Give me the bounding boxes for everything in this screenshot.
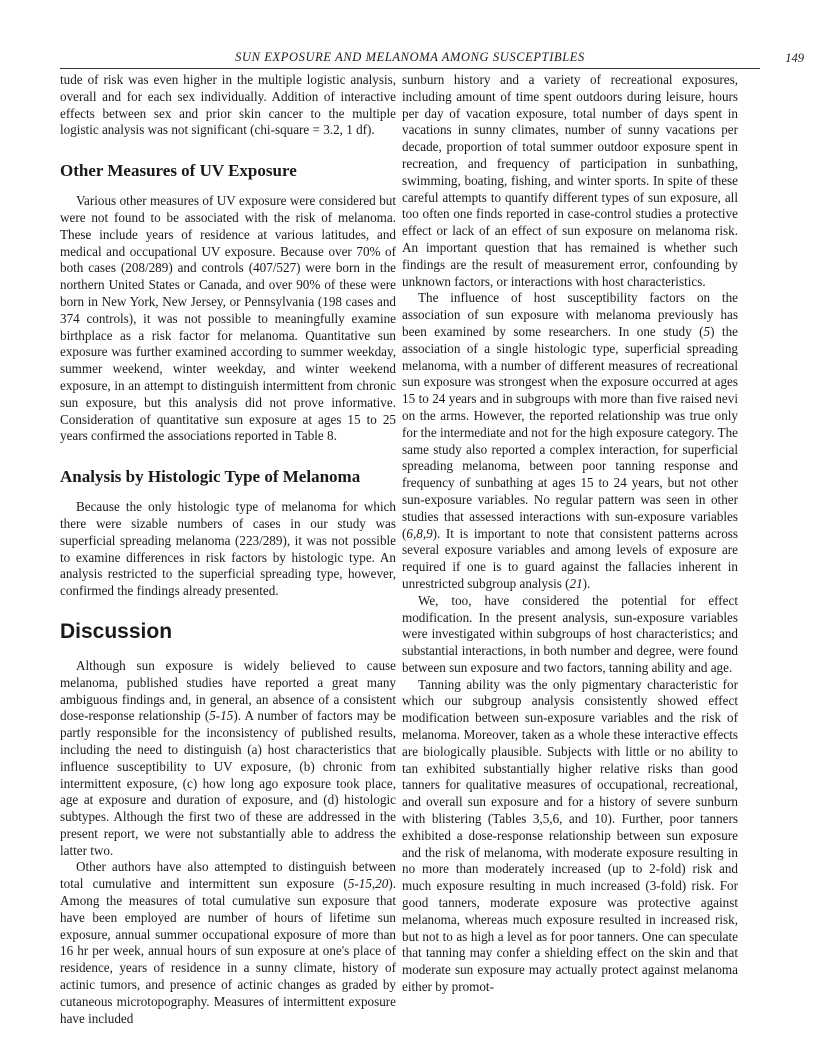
paragraph-effect-modification: We, too, have considered the potential for effect modification. In the present analysis, sun-exposure variables were investigated within subgroups of host characteristics; and substantial interactions, in both number and degree, were found between sun exposure and two factors, tanning ability and age. (402, 592, 738, 675)
running-title: SUN EXPOSURE AND MELANOMA AMONG SUSCEPTIBLES (235, 50, 585, 64)
heading-histologic-type: Analysis by Histologic Type of Melanoma (60, 467, 361, 487)
text-segment: ). (582, 575, 591, 591)
text-segment: Other authors have also attempted to distinguish between total cumulative and intermittent sun exposure ( (60, 859, 396, 892)
text-segment: ) the association of a single histologic type, superficial spreading melanoma, with a number of different measures of recreational sun exposure was strongest when the exposure occurred at ages 15 to 24 years and in subgroups with more than five raised nevi on the arms. However, the reported relationship was true only for the intermediate and not for the high exposure category. The same study also reported a complex interaction, for superficial spreading melanoma, between poor tanning response and frequency of sunbathing at ages 15 to 24 years, but not other sun-exposure variables. No regular pattern was seen in other studies that assessed interactions with sun-exposure variables ( (402, 323, 738, 541)
paragraph-intermittent-continued: sunburn history and a variety of recreational exposures, including amount of time spent outdoors during leisure, hours per day of vacation exposure, total number of days spent in vacations in sunny climates, number of sunny vacations per decade, proportion of total summer outdoor exposure spent in recreation, and frequency of participation in sunbathing, swimming, boating, fishing, and winter sports. In spite of these careful attempts to quantify different types of sun exposure, all too often one finds reported in case-control studies a protective effect or lack of an effect of sun exposure on melanoma risk. An important question that has remained is whether such findings are the result of measurement error, confounding by unknown factors, or interactions with host characteristics. (402, 72, 738, 289)
right-column (402, 72, 738, 996)
paragraph-discussion-1 (60, 658, 396, 860)
text-segment: ). Among the measures of total cumulative sun exposure that have been employed are number of hours of lifetime sun exposure, annual summer occupational exposure of more than 16 hr per week, annual hours of sun exposure at one's place of residence, years of residence in a sunny climate, history of actinic tumors, and presence of actinic changes as graded by cutaneous microtopography. Measures of intermittent exposure have included (60, 876, 396, 1026)
paragraph-uv-exposure: Various other measures of UV exposure were considered but were not found to be associated with the risk of melanoma. These include years of residence at various latitudes, and medical and occupational UV exposure. Because over 70% of both cases (208/289) and controls (407/527) were born in the northern United States or Canada, and over 90% of these were born in New York, New Jersey, or Pennsylvania (198 cases and 374 controls), it was not possible to meaningfully examine birthplace as a risk factor for melanoma. Quantitative sun exposure was further examined according to summer weekday, summer weekend, winter weekday, and winter weekend exposure, in an attempt to distinguish intermittent from chronic sun exposure, but this analysis did not prove informative. Consideration of quantitative sun exposure at ages 15 to 25 years confirmed the associations reported in Table 8. (60, 193, 396, 444)
running-header (60, 50, 804, 70)
text-segment: Although sun exposure is widely believed to cause melanoma, published studies have reported a great many ambiguous findings and, in general, an absence of a consistent dose-response relationship ( (60, 657, 396, 724)
citation: 5-15,20 (347, 876, 389, 892)
citation: 6,8,9 (406, 525, 433, 541)
left-column (60, 72, 396, 1027)
paragraph-host-susceptibility (402, 290, 738, 592)
citation: 21 (569, 575, 583, 591)
citation: 5 (703, 323, 711, 339)
text-segment: ). A number of factors may be partly responsible for the inconsistency of published results, including the need to distinguish (a) host characteristics that influence susceptibility to UV exposure, (b) chronic from intermittent exposure, (c) how long ago exposure took place, age at exposure and duration of exposure, and (d) histologic subtypes. Although the first two of these are addressed in the present report, we were not substantially able to address the latter two. (60, 708, 396, 858)
paragraph-discussion-2 (60, 859, 396, 1027)
text-segment: The influence of host susceptibility factors on the association of sun exposure with melanoma previously has been examined by some researchers. In one study ( (402, 290, 738, 339)
paragraph-tanning-ability: Tanning ability was the only pigmentary characteristic for which our subgroup analysis consistently showed effect modification between sun-exposure variables and the risk of melanoma. Moreover, taken as a whole these interactive effects are biologically plausible. Subjects with little or no ability to tan exhibited substantially higher relative risks than good tanners for qualitative measures of occupational, recreational, and overall sun exposure and for a history of severe sunburn with blistering (Tables 3,5,6, and 10). Further, poor tanners exhibited a dose-response relationship between sun exposure and the risk of melanoma, with moderate exposure resulting in no more than moderately increased (up to 2-fold) risk and much exposure resulting in much increased (3-fold) risk. For good tanners, moderate exposure was protective against melanoma, whereas much exposure resulted in increased risk, but not to as high a level as for poor tanners. One can speculate that tanning may confer a shielding effect on the skin and that moderate sun exposure may actually protect against melanoma either by promot- (402, 676, 738, 995)
citation: 5-15 (209, 708, 234, 724)
heading-discussion: Discussion (60, 619, 173, 643)
text-segment: ). It is important to note that consistent patterns across several exposure variables and among levels of exposure are required if one is to guard against the fallacies inherent in unrestricted subgroup analysis ( (402, 525, 738, 591)
header-rule (60, 68, 760, 69)
paragraph-continued: tude of risk was even higher in the multiple logistic analysis, overall and for each sex individually. Addition of interactive effects between sex and prior skin cancer to the multiple logistic analysis was not significant (chi-square = 3.2, 1 df). (60, 72, 396, 138)
page-number: 149 (785, 51, 804, 65)
heading-other-measures-uv: Other Measures of UV Exposure (60, 161, 297, 181)
paragraph-histologic: Because the only histologic type of melanoma for which there were sizable numbers of cases in our study was superficial spreading melanoma (223/289), it was not possible to examine differences in risk factors by histologic type. An analysis restricted to the superficial spreading type, however, confirmed the findings already presented. (60, 499, 396, 599)
